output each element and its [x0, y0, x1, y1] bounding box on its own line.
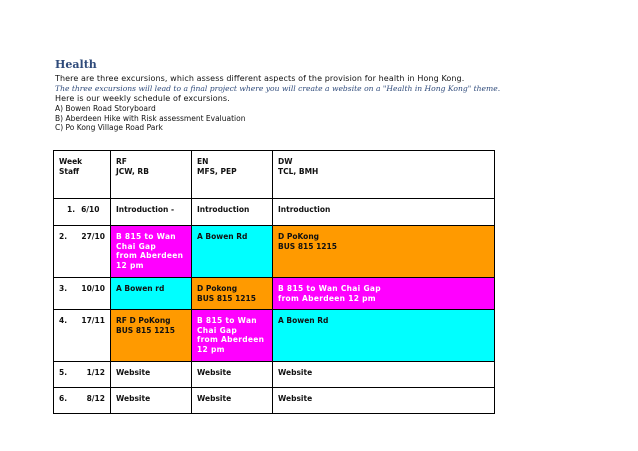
cell-line: BUS 815 1215 [197, 293, 256, 303]
week-number: 2. [59, 232, 68, 241]
schedule-cell [273, 226, 495, 278]
document-heading: Health [55, 58, 97, 71]
week-number: 6. [59, 394, 68, 403]
cell-line: Website [116, 394, 151, 403]
week-number: 3. [59, 284, 68, 293]
cell-line: 12 pm [197, 344, 225, 354]
cell-line: D PoKong [278, 232, 320, 241]
cell-line: Website [278, 368, 313, 377]
week-date: 27/10 [81, 232, 105, 241]
week-cell [54, 310, 111, 362]
cell-line: from Aberdeen 12 pm [278, 293, 376, 303]
excursion-item-a: A) Bowen Road Storyboard [55, 104, 156, 113]
schedule-cell [273, 362, 495, 388]
week-cell [54, 199, 111, 226]
schedule-cell [192, 388, 273, 414]
week-cell [54, 278, 111, 310]
header-cell [192, 151, 273, 199]
week-cell [54, 226, 111, 278]
excursion-item-c: C) Po Kong Village Road Park [55, 123, 163, 132]
excursion-item-b: B) Aberdeen Hike with Risk assessment Evaluation [55, 113, 246, 123]
cell-line: Website [197, 368, 232, 377]
week-date: 6/10 [81, 205, 100, 214]
intro-text: There are three excursions, which assess different aspects of the provision for health in Hong Kong. [55, 74, 465, 83]
cell-line: Website [116, 368, 151, 377]
table-header-row [54, 151, 495, 199]
header-cell [111, 151, 192, 199]
header-line1: EN [197, 157, 209, 166]
table-row [54, 199, 495, 226]
week-date: 1/12 [86, 368, 105, 377]
table-row [54, 310, 495, 362]
schedule-cell [192, 278, 273, 310]
schedule-cell [111, 362, 192, 388]
header-line1: RF [116, 157, 127, 166]
cell-line: Chai Gap [197, 325, 238, 335]
cell-line: BUS 815 1215 [116, 325, 175, 335]
week-number: 1. [67, 205, 76, 214]
cell-line: B 815 to Wan Chai Gap [278, 284, 381, 293]
table-row [54, 362, 495, 388]
cell-line: A Bowen Rd [197, 232, 248, 241]
week-date: 8/12 [86, 394, 105, 403]
schedule-cell [192, 310, 273, 362]
table-row [54, 278, 495, 310]
cell-line: Introduction [197, 205, 250, 214]
header-cell [54, 151, 111, 199]
cell-line: Website [197, 394, 232, 403]
cell-line: A Bowen rd [116, 284, 165, 293]
week-date: 10/10 [81, 284, 105, 293]
project-note: The three excursions will lead to a final project where you will create a website on a "Health in Hong Kong" theme. [55, 84, 501, 93]
schedule-table [53, 150, 495, 414]
cell-line: B 815 to Wan [116, 232, 176, 241]
schedule-cell [273, 199, 495, 226]
week-number: 4. [59, 316, 68, 325]
table-row [54, 226, 495, 278]
cell-line: from Aberdeen [197, 335, 265, 344]
header-line1: Week [59, 157, 83, 166]
schedule-cell [111, 226, 192, 278]
week-date: 17/11 [81, 316, 105, 325]
schedule-cell [273, 278, 495, 310]
header-line2: JCW, RB [116, 166, 149, 176]
cell-line: BUS 815 1215 [278, 241, 337, 251]
cell-line: RF D PoKong [116, 316, 171, 325]
cell-line: D Pokong [197, 284, 238, 293]
week-cell [54, 388, 111, 414]
schedule-cell [111, 388, 192, 414]
table-row [54, 388, 495, 414]
cell-line: Website [278, 394, 313, 403]
header-line2: TCL, BMH [278, 166, 319, 176]
schedule-cell [192, 199, 273, 226]
week-cell [54, 362, 111, 388]
header-line2: Staff [59, 166, 80, 176]
cell-line: Introduction [278, 205, 331, 214]
week-number: 5. [59, 368, 68, 377]
cell-line: A Bowen Rd [278, 316, 329, 325]
schedule-cell [273, 388, 495, 414]
cell-line: B 815 to Wan [197, 316, 257, 325]
header-line1: DW [278, 157, 293, 166]
cell-line: Introduction - [116, 205, 175, 214]
schedule-cell [273, 310, 495, 362]
schedule-cell [192, 362, 273, 388]
schedule-cell [192, 226, 273, 278]
schedule-intro: Here is our weekly schedule of excursions. [55, 94, 230, 103]
schedule-cell [111, 278, 192, 310]
cell-line: Chai Gap [116, 241, 157, 251]
document-body [55, 58, 585, 133]
schedule-cell [111, 199, 192, 226]
cell-line: 12 pm [116, 260, 144, 270]
header-cell [273, 151, 495, 199]
schedule-cell [111, 310, 192, 362]
cell-line: from Aberdeen [116, 251, 184, 260]
header-line2: MFS, PEP [197, 166, 237, 176]
